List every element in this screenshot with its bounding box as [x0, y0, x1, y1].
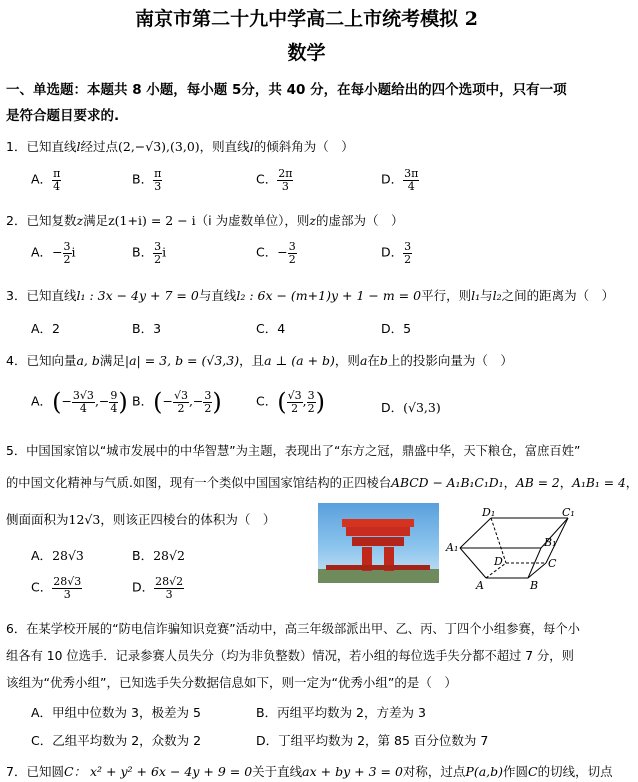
- q1-points: (2,−√3),(3,0): [117, 139, 200, 154]
- label-C: C: [548, 557, 557, 570]
- question-5-line2: 的中国文化精神与气质.如图，现有一个类似中国国家馆结构的正四棱台ABCD − A₁B₁C₁D₁，AB = 2，A₁B₁ = 4，: [6, 476, 638, 490]
- question-5-line1: 5．中国国家馆以“城市发展中的中华智慧”为主题，表现出了“东方之冠，鼎盛中华，天下粮仓，富庶百姓”: [6, 444, 581, 458]
- q1-text: 的倾斜角为（ ）: [253, 139, 354, 154]
- q1-var: l: [76, 139, 81, 154]
- question-3: 3．已知直线l₁ : 3x − 4y + 7 = 0与直线l₂ : 6x − (m+1)y + 1 − m = 0平行，则l₁与l₂之间的距离为（ ）: [6, 288, 615, 303]
- q4-option-c[interactable]: C．( $\frac{√3}{2}$ , $\frac{3}{2}$ ): [256, 388, 325, 416]
- q6-option-c[interactable]: C．乙组平均数为 2，众数为 2: [31, 733, 202, 748]
- q2-option-a[interactable]: A．− $\frac{3}{2}$ i: [31, 240, 76, 266]
- q3-option-b[interactable]: B．3: [132, 321, 162, 336]
- question-1: [6, 137, 354, 155]
- q1-option-c[interactable]: C． $\frac{2\pi}{3}$: [256, 167, 293, 193]
- q1-option-b[interactable]: B． $\frac{\pi}{3}$: [132, 167, 162, 193]
- page-title: 南京市第二十九中学高二上市统考模拟 2: [135, 8, 478, 30]
- q4-option-a[interactable]: A．(− $\frac{3√3}{4}$ ,− $\frac{9}{4}$ ): [31, 388, 128, 416]
- q5-option-c[interactable]: C． $\frac{28√3}{3}$: [31, 575, 82, 601]
- q1-text: 经过点: [80, 139, 118, 154]
- question-6-line1: 6．在某学校开展的“防电信诈骗知识竞赛”活动中，高三年级部派出甲、乙、丙、丁四个小组参赛，每个小: [6, 622, 580, 636]
- q3-option-d[interactable]: D．5: [381, 321, 412, 336]
- q6-option-a[interactable]: A．甲组中位数为 3，极差为 5: [31, 705, 201, 720]
- q2-option-b[interactable]: B． $\frac{3}{2}$ i: [132, 240, 167, 266]
- q6-option-b[interactable]: B．丙组平均数为 2，方差为 3: [256, 705, 426, 720]
- q1-text: 已知直线: [26, 139, 77, 154]
- q2-option-d[interactable]: D． $\frac{3}{2}$: [381, 240, 412, 266]
- subject-title: 数学: [287, 42, 326, 64]
- section-heading-line2: 是符合题目要求的.: [6, 108, 120, 124]
- q1-text: ，则直线: [199, 139, 250, 154]
- q5-option-a[interactable]: A．28√3: [31, 548, 84, 563]
- q3-option-a[interactable]: A．2: [31, 321, 61, 336]
- label-B1: B₁: [544, 536, 557, 549]
- q6-option-d[interactable]: D．丁组平均数为 2，第 85 百分位数为 7: [256, 733, 489, 748]
- label-B: B: [530, 579, 539, 592]
- q4-option-d[interactable]: D．(√3,3): [381, 400, 441, 415]
- question-2: 2．已知复数z满足z(1+i) = 2 − i（i 为虚数单位），则z的虚部为（ ）: [6, 213, 404, 228]
- q1-number: 1．: [6, 139, 27, 154]
- question-7: 7．已知圆C： x² + y² + 6x − 4y + 9 = 0关于直线ax + by + 3 = 0对称，过点P(a,b)作圆C的切线，切点: [6, 764, 613, 779]
- q2-option-c[interactable]: C．− $\frac{3}{2}$: [256, 240, 296, 266]
- q1-option-d[interactable]: D． $\frac{3\pi}{4}$: [381, 167, 419, 193]
- q5-option-b[interactable]: B．28√2: [132, 548, 185, 563]
- q1-option-a[interactable]: A． $\frac{\pi}{4}$: [31, 167, 61, 193]
- frustum-diagram: [446, 503, 596, 593]
- q5-option-d[interactable]: D． $\frac{28√2}{3}$: [132, 575, 184, 601]
- label-C1: C₁: [562, 506, 575, 519]
- question-4: 4．已知向量a, b满足|a| = 3, b = (√3,3)，且a ⊥ (a + b)，则a在b上的投影向量为（ ）: [6, 353, 513, 368]
- label-A1: A₁: [446, 541, 459, 554]
- question-6-line3: 该组为“优秀小组”，已知选手失分数据信息如下，则一定为“优秀小组”的是（ ）: [6, 675, 457, 690]
- question-5-line3: 侧面面积为12√3，则该正四棱台的体积为（ ）: [6, 512, 276, 527]
- q1-var: l: [249, 139, 254, 154]
- china-pavilion-photo: [318, 503, 439, 583]
- q4-option-b[interactable]: B．(− $\frac{√3}{2}$ ,− $\frac{3}{2}$ ): [132, 388, 222, 416]
- question-6-line2: 组各有 10 位选手．记录参赛人员失分（均为非负整数）情况，若小组的每位选手失分都不超过 7 分，则: [6, 649, 574, 663]
- section-heading-line1: 一、单选题：本题共 8 小题，每小题 5分，共 40 分，在每小题给出的四个选项中，只有一项: [6, 82, 567, 98]
- label-A: A: [476, 579, 484, 592]
- q3-option-c[interactable]: C．4: [256, 321, 286, 336]
- label-D1: D₁: [482, 506, 496, 519]
- label-D: D: [494, 555, 503, 568]
